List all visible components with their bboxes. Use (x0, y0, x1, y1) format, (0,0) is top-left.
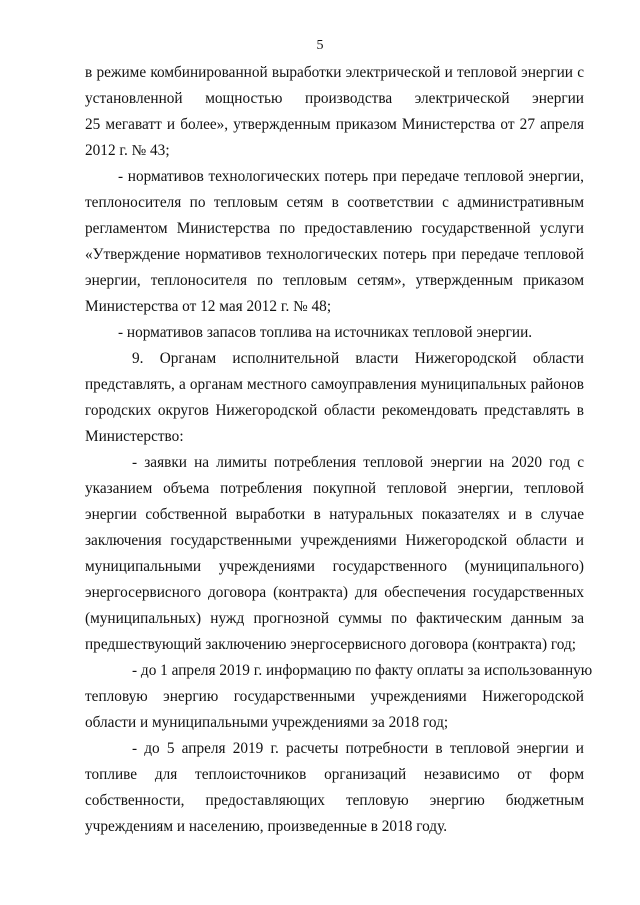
text-line: собственности, предоставляющих тепловую энергию бюджетным (85, 792, 584, 809)
text-line: регламентом Министерства по предоставлению государственной услуги (85, 220, 584, 237)
text-line: «Утверждение нормативов технологических потерь при передаче тепловой (85, 246, 584, 263)
text-line: городских округов Нижегородской области рекомендовать представлять в (85, 402, 584, 419)
page-number: 5 (316, 38, 324, 53)
text-line: - до 1 апреля 2019 г. информацию по факту оплаты за использованную (132, 662, 593, 679)
text-line: заключения государственными учреждениями Нижегородской области и (85, 532, 584, 549)
text-line: представлять, а органам местного самоуправления муниципальных районов (85, 376, 584, 393)
text-line: (муниципальных) нужд прогнозной суммы по фактическим данным за (85, 610, 584, 627)
text-line: муниципальными учреждениями государственного (муниципального) (85, 558, 584, 575)
text-line: тепловую энергию государственными учреждениями Нижегородской (85, 688, 584, 705)
text-line: - нормативов технологических потерь при передаче тепловой энергии, (118, 168, 584, 185)
text-line: - до 5 апреля 2019 г. расчеты потребности в тепловой энергии и (132, 740, 584, 757)
text-line: в режиме комбинированной выработки электрической и тепловой энергии с (85, 64, 584, 81)
text-line: энергосервисного договора (контракта) для обеспечения государственных (85, 584, 584, 601)
text-line: энергии собственной выработки в натуральных показателях и в случае (85, 506, 584, 523)
text-line: - заявки на лимиты потребления тепловой энергии на 2020 год с (132, 454, 584, 471)
text-line: теплоносителя по тепловым сетям в соответствии с административным (85, 194, 584, 211)
text-line: 25 мегаватт и более», утвержденным приказом Министерства от 27 апреля (85, 116, 584, 133)
text-line: Министерства от 12 мая 2012 г. № 48; (85, 298, 332, 315)
text-line: предшествующий заключению энергосервисного договора (контракта) год; (85, 636, 576, 653)
text-line: энергии, теплоносителя по тепловым сетям», утвержденным приказом (85, 272, 584, 289)
text-line: учреждениям и населению, произведенные в 2018 году. (85, 818, 448, 835)
text-line: указанием объема потребления покупной тепловой энергии, тепловой (85, 480, 584, 497)
text-line: - нормативов запасов топлива на источниках тепловой энергии. (118, 324, 533, 341)
text-line: Министерство: (85, 428, 184, 445)
text-line: 9. Органам исполнительной власти Нижегородской области (132, 350, 584, 367)
text-line: 2012 г. № 43; (85, 142, 170, 159)
text-line: топливе для теплоисточников организаций независимо от форм (85, 766, 584, 783)
text-line: установленной мощностью производства электрической энергии (85, 90, 584, 107)
text-line: области и муниципальными учреждениями за 2018 год; (85, 714, 449, 731)
